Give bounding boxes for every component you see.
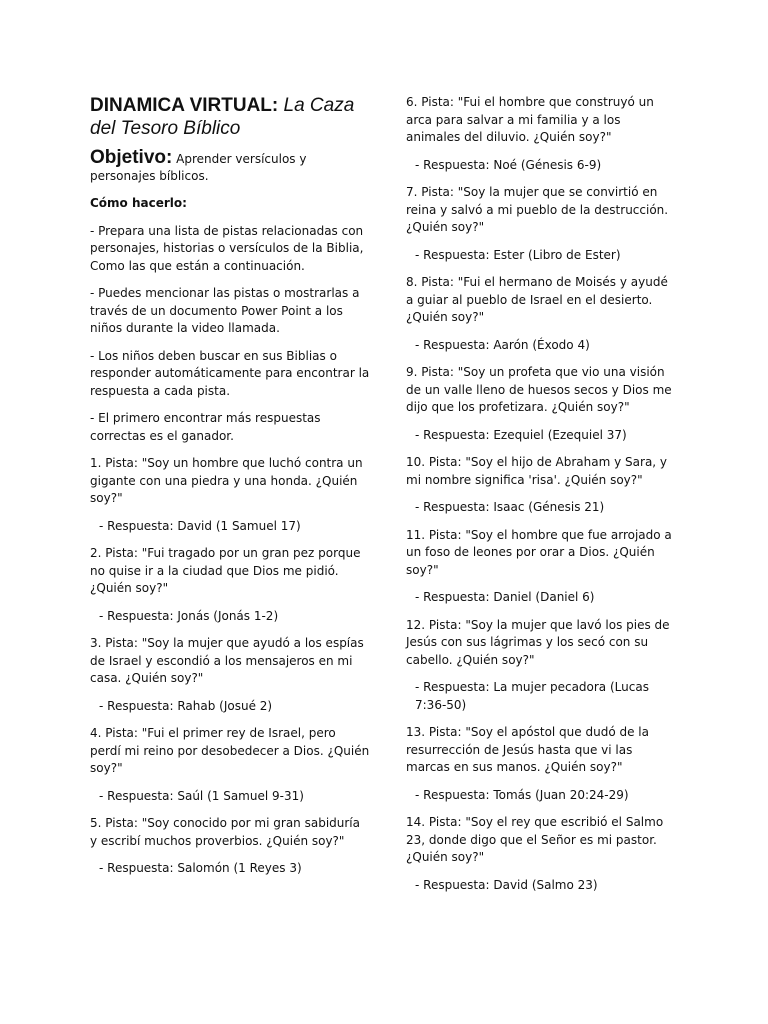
clue-answer: - Respuesta: David (Salmo 23) (415, 877, 598, 892)
objective-text: Aprender versículos y personajes bíblicos. (90, 152, 307, 183)
clue-answer: - Respuesta: David (1 Samuel 17) (99, 518, 301, 533)
objective-label: Objetivo: (90, 147, 173, 168)
clue-answer: - Respuesta: Salomón (1 Reyes 3) (99, 861, 302, 875)
page-title (90, 94, 370, 140)
clue-answer: - Respuesta: Rahab (Josué 2) (99, 698, 273, 713)
clue-answer: - Respuesta: Ester (Libro de Ester) (415, 247, 621, 262)
clue-text: 6. Pista: "Fui el hombre que construyó un arca para salvar a mi familia y a los animales del diluvio. ¿Quién soy?" (406, 95, 654, 144)
clue-text: 2. Pista: "Fui tragado por un gran pez porque no quise ir a la ciudad que Dios me pidió. ¿Quién soy?" (90, 546, 361, 595)
clue-answer: - Respuesta: Jonás (Jonás 1-2) (99, 608, 279, 623)
clue-text: 13. Pista: "Soy el apóstol que dudó de la resurrección de Jesús hasta que vi las marcas en sus manos. ¿Quién soy?" (406, 725, 649, 774)
clue-answer: - Respuesta: Tomás (Juan 20:24-29) (415, 787, 629, 802)
clue-text: 12. Pista: "Soy la mujer que lavó los pies de Jesús con sus lágrimas y los secó con su cabello. ¿Quién soy?" (406, 617, 670, 667)
clue-answer: - Respuesta: Isaac (Génesis 21) (415, 500, 605, 514)
howto-step: - El primero encontrar más respuestas correctas es el ganador. (90, 411, 321, 443)
right-column (406, 94, 678, 904)
clue-answer: - Respuesta: Ezequiel (Ezequiel 37) (415, 427, 627, 442)
clue-text: 14. Pista: "Soy el rey que escribió el Salmo 23, donde digo que el Señor es mi pastor. ¿Quién soy?" (406, 815, 664, 864)
clue-text: 7. Pista: "Soy la mujer que se convirtió en reina y salvó a mi pueblo de la destrucción. ¿Quién soy?" (406, 185, 669, 234)
title-bold: DINAMICA VIRTUAL: (90, 95, 279, 116)
clue-text: 1. Pista: "Soy un hombre que luchó contra un gigante con una piedra y una honda. ¿Quién soy?" (90, 456, 363, 505)
clue-answer: - Respuesta: Daniel (Daniel 6) (415, 590, 595, 604)
clue-text: 11. Pista: "Soy el hombre que fue arrojado a un foso de leones por orar a Dios. ¿Quién soy?" (406, 527, 672, 577)
howto-step: - Prepara una lista de pistas relacionadas con personajes, historias o versículos de la Biblia, Como las que están a continuación. (90, 223, 364, 273)
clue-answer: - Respuesta: Aarón (Éxodo 4) (415, 337, 590, 352)
clue-text: 5. Pista: "Soy conocido por mi gran sabiduría y escribí muchos proverbios. ¿Quién soy?" (90, 816, 360, 848)
howto-step: - Puedes mencionar las pistas o mostrarlas a través de un documento Power Point a los niños durante la video llamada. (90, 286, 360, 335)
howto-step: - Los niños deben buscar en sus Biblias o responder automáticamente para encontrar la respuesta a cada pista. (90, 348, 370, 398)
clue-text: 3. Pista: "Soy la mujer que ayudó a los espías de Israel y escondió a los mensajeros en mi casa. ¿Quién soy?" (90, 636, 364, 685)
clue-answer: - Respuesta: Noé (Génesis 6-9) (415, 157, 602, 172)
left-column (90, 94, 370, 888)
clue-text: 9. Pista: "Soy un profeta que vio una visión de un valle lleno de huesos secos y Dios me dijo que los profetizara. ¿Quién soy?" (406, 365, 672, 414)
objective (90, 149, 370, 185)
title-italic: La Caza del Tesoro Bíblico (90, 95, 355, 139)
clue-answer: - Respuesta: La mujer pecadora (Lucas 7:36-50) (415, 680, 649, 712)
clue-text: 10. Pista: "Soy el hijo de Abraham y Sara, y mi nombre significa 'risa'. ¿Quién soy?" (406, 455, 668, 487)
clue-text: 8. Pista: "Fui el hermano de Moisés y ayudé a guiar al pueblo de Israel en el desierto. ¿Quién soy?" (406, 275, 668, 324)
clue-answer: - Respuesta: Saúl (1 Samuel 9-31) (99, 788, 304, 803)
howto-heading: Cómo hacerlo: (90, 196, 187, 210)
clue-text: 4. Pista: "Fui el primer rey de Israel, pero perdí mi reino por desobedecer a Dios. ¿Quién soy?" (90, 726, 370, 775)
